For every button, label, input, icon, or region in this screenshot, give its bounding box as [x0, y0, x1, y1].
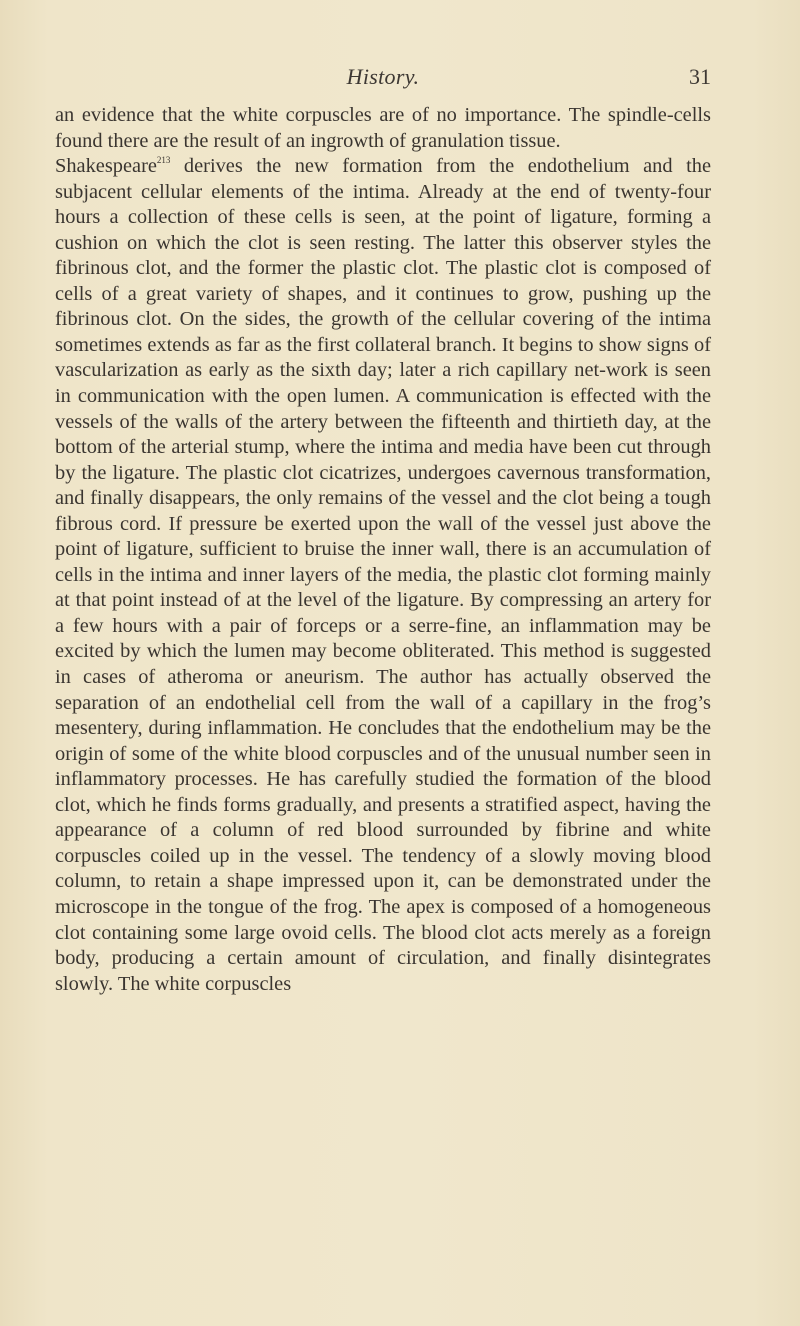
page-header	[55, 64, 711, 96]
paragraph-text: derives the new formation from the endothelium and the subjacent cellular elements of the intima. Already at the end of twenty-four hours a collection of these cells is seen, at the point of ligature, forming a cushion on which the clot is seen resting. The latter this observer styles the fibrinous clot, and the former the plastic clot. The plastic clot is composed of cells of a great variety of shapes, and it continues to grow, pushing up the fibrinous clot. On the sides, the growth of the cellular covering of the intima sometimes extends as far as the first collateral branch. It begins to show signs of vascularization as early as the sixth day; later a rich capillary net-work is seen in communication with the open lumen. A communication is effected with the vessels of the walls of the artery between the fifteenth and thirtieth day, at the bottom of the arterial stump, where the intima and media have been cut through by the ligature. The plastic clot cicatrizes, undergoes cavernous transformation, and finally disappears, the only remains of the vessel and the clot being a tough fibrous cord. If pressure be exerted upon the wall of the vessel just above the point of ligature, sufficient to bruise the inner wall, there is an accumulation of cells in the intima and inner layers of the media, the plastic clot forming mainly at that point instead of at the level of the ligature. By compressing an artery for a few hours with a pair of forceps or a serre-fine, an inflammation may be excited by which the lumen may become obliterated. This method is suggested in cases of atheroma or aneurism. The author has actually observed the separation of an endothelial cell from the wall of a capillary in the frog’s mesentery, during inflammation. He concludes that the endothelium may be the origin of some of the white blood corpuscles and of the unusual number seen in inflammatory processes. He has carefully studied the formation of the blood clot, which he finds forms gradually, and presents a stratified aspect, having the appearance of a column of red blood surrounded by fibrine and white corpuscles coiled up in the vessel. The tendency of a slowly moving blood column, to retain a shape impressed upon it, can be demonstrated under the microscope in the tongue of the frog. The apex is composed of a homogeneous clot containing some large ovoid cells. The blood clot acts merely as a foreign body, producing a certain amount of circulation, and finally disintegrates slowly. The white corpuscles	[55, 155, 711, 995]
page-number: 31	[689, 64, 711, 89]
body-text	[55, 103, 711, 997]
reference-number: 213	[156, 155, 171, 166]
running-head: History.	[346, 64, 420, 89]
paragraph-shakespeare	[55, 154, 711, 997]
author-name: Shakespeare	[55, 155, 157, 178]
paragraph-continued: an evidence that the white corpuscles are of no importance. The spindle-cells found there are the result of an ingrowth of granulation tissue.	[55, 104, 711, 152]
